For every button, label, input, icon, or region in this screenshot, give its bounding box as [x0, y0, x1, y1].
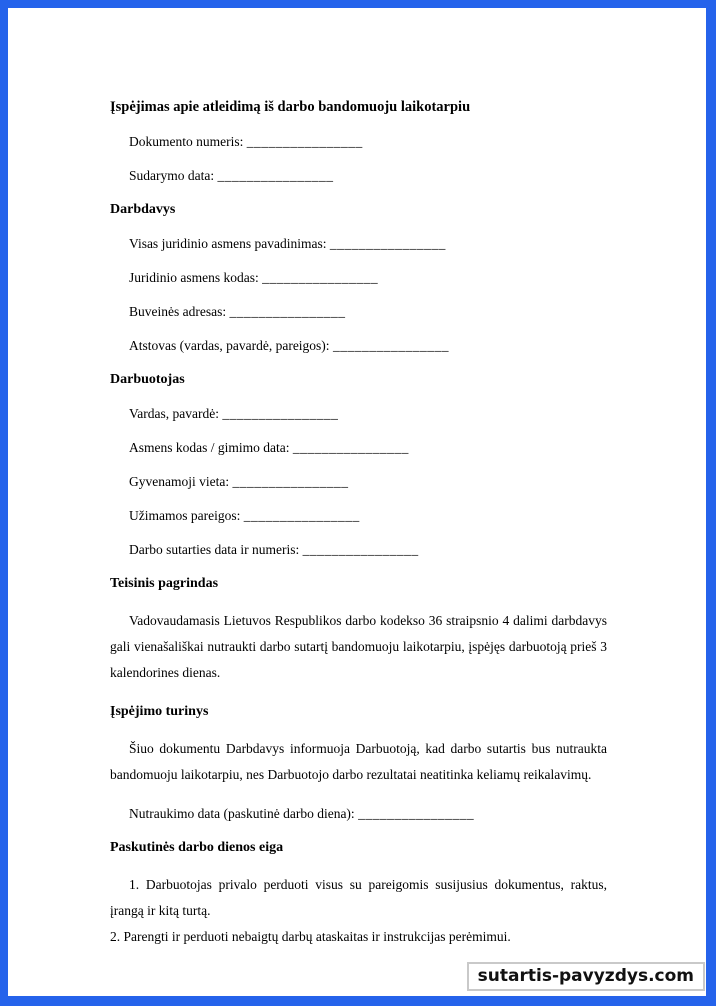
section-heading: Teisinis pagrindas [110, 576, 219, 591]
field-label: Dokumento numeris: [129, 134, 244, 149]
watermark-badge [467, 962, 705, 991]
field-label: Buveinės adresas: [129, 304, 227, 319]
form-field-row [110, 236, 607, 252]
form-field-row [110, 134, 607, 150]
form-field-row [110, 440, 607, 456]
blank-line: ________________ [358, 806, 475, 821]
field-label: Nutraukimo data (paskutinė darbo diena): [129, 806, 355, 821]
field-label: Atstovas (vardas, pavardė, pareigos): [129, 338, 330, 353]
blank-line: ________________ [222, 406, 339, 421]
form-field-row [110, 168, 607, 184]
blank-line: ________________ [292, 440, 409, 455]
field-label: Užimamos pareigos: [129, 508, 241, 523]
form-field-row [110, 338, 607, 354]
document-title: Įspėjimas apie atleidimą iš darbo bandomuoju laikotarpiu [110, 99, 471, 115]
blank-line: ________________ [332, 338, 449, 353]
document-content [8, 8, 706, 950]
paragraph: 2. Parengti ir perduoti nebaigtų darbų ataskaitas ir instrukcijas perėmimui. [110, 929, 511, 944]
form-field-row [110, 270, 607, 286]
field-label: Visas juridinio asmens pavadinimas: [129, 236, 327, 251]
field-label: Darbo sutarties data ir numeris: [129, 542, 300, 557]
section-heading: Įspėjimo turinys [110, 704, 209, 719]
section-heading: Darbuotojas [110, 372, 185, 387]
paragraph: 1. Darbuotojas privalo perduoti visus su pareigomis susijusius dokumentus, raktus, įrangą ir kitą turtą. [110, 877, 607, 918]
field-label: Gyvenamoji vieta: [129, 474, 230, 489]
blank-line: ________________ [229, 304, 346, 319]
field-label: Vardas, pavardė: [129, 406, 219, 421]
blank-line: ________________ [243, 508, 360, 523]
blank-line: ________________ [232, 474, 349, 489]
paragraph: Šiuo dokumentu Darbdavys informuoja Darbuotoją, kad darbo sutartis bus nutraukta bandomuoju laikotarpiu, nes Darbuotojo darbo rezultatai neatitinka keliamų reikalavimų. [110, 741, 607, 782]
field-label: Asmens kodas / gimimo data: [129, 440, 290, 455]
field-label: Sudarymo data: [129, 168, 215, 183]
form-field-row [110, 406, 607, 422]
section-heading: Darbdavys [110, 202, 176, 217]
blank-line: ________________ [262, 270, 379, 285]
paragraph: Vadovaudamasis Lietuvos Respublikos darbo kodekso 36 straipsnio 4 dalimi darbdavys gali vienašališkai nutraukti darbo sutartį bandomuoju laikotarpiu, įspėjęs darbuotoją prieš 3 kalendorines dienas. [110, 613, 607, 680]
blank-line: ________________ [302, 542, 419, 557]
blank-line: ________________ [246, 134, 363, 149]
form-field-row [110, 806, 607, 822]
form-field-row [110, 474, 607, 490]
form-field-row [110, 542, 607, 558]
blank-line: ________________ [329, 236, 446, 251]
form-field-row [110, 508, 607, 524]
watermark-text: sutartis-pavyzdys.com [477, 966, 694, 986]
blank-line: ________________ [217, 168, 334, 183]
field-label: Juridinio asmens kodas: [129, 270, 259, 285]
form-field-row [110, 304, 607, 320]
section-heading: Paskutinės darbo dienos eiga [110, 840, 284, 855]
